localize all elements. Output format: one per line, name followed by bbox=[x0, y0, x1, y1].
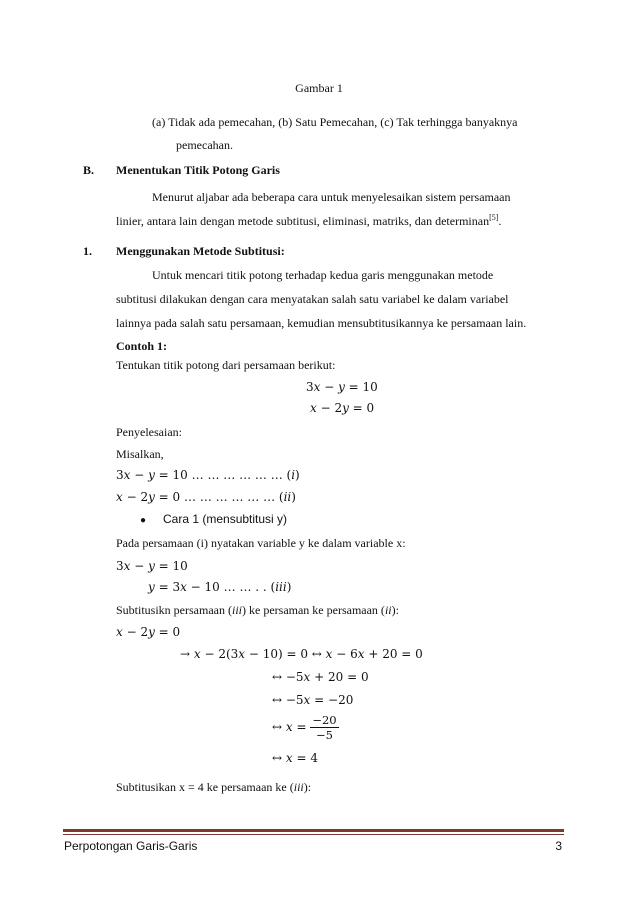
derivation-line-3-text: ↔ −5𝑥 = −20 bbox=[272, 693, 354, 707]
section-b-title: Menentukan Titik Potong Garis bbox=[116, 163, 280, 177]
section-b-paragraph-line2 bbox=[116, 213, 501, 229]
step2-end: ): bbox=[391, 603, 399, 617]
derivation-line-2 bbox=[272, 670, 369, 684]
example-title bbox=[116, 339, 167, 354]
step2-pre: Subtitusikn persamaan ( bbox=[116, 603, 232, 617]
section-b-para-end: . bbox=[498, 214, 502, 228]
figure-description-line1: (a) Tidak ada pemecahan, (b) Satu Pemecahan, (c) Tak terhingga banyaknya bbox=[152, 115, 518, 129]
fraction-denominator: −5 bbox=[316, 728, 333, 742]
figure-description bbox=[152, 115, 517, 130]
derivation-line-5-text: ↔ 𝑥 = 4 bbox=[272, 751, 318, 765]
section-b-heading bbox=[116, 163, 280, 178]
step1-text-content: Pada persamaan (i) nyatakan variable y ke dalam variable x: bbox=[116, 536, 406, 550]
step1-equation-1-text: 3𝑥 − 𝑦 = 10 bbox=[116, 559, 188, 573]
step3-text bbox=[116, 780, 311, 795]
fraction bbox=[310, 713, 338, 742]
derivation-line-3 bbox=[272, 693, 353, 707]
step3-pre: Subtitusikan x = 4 ke persamaan ke ( bbox=[116, 780, 294, 794]
derivation-line-4 bbox=[272, 713, 339, 742]
named-equation-i bbox=[116, 468, 300, 482]
named-equation-ii bbox=[116, 490, 296, 504]
figure-description-cont bbox=[176, 138, 233, 153]
let-label bbox=[116, 447, 164, 462]
section-1-para-line3: lainnya pada salah satu persamaan, kemudian mensubtitusikannya ke persamaan lain. bbox=[116, 316, 527, 330]
example-prompt bbox=[116, 358, 335, 373]
section-1-para-line1: Untuk mencari titik potong terhadap kedua garis menggunakan metode bbox=[152, 268, 494, 282]
step3-end: ): bbox=[303, 780, 312, 794]
equation-1 bbox=[306, 380, 378, 394]
solution-label bbox=[116, 425, 182, 440]
bullet-item-text: Cara 1 (mensubtitusi y) bbox=[163, 512, 288, 526]
derivation-line-5 bbox=[272, 751, 318, 765]
equation-2 bbox=[310, 401, 374, 415]
section-b-paragraph-line1 bbox=[152, 190, 511, 205]
step2-text bbox=[116, 603, 399, 618]
section-1-title: Menggunakan Metode Subtitusi: bbox=[116, 244, 285, 258]
derivation-line-1 bbox=[180, 647, 423, 661]
citation-ref: [5] bbox=[489, 213, 499, 222]
section-b-label-text: B. bbox=[83, 163, 95, 177]
step2-equation-text: 𝑥 − 2𝑦 = 0 bbox=[116, 625, 181, 639]
footer-rule-thin bbox=[63, 834, 564, 835]
example-prompt-text: Tentukan titik potong dari persamaan berikut: bbox=[116, 358, 336, 372]
equation-2-text: 𝑥 − 2𝑦 = 0 bbox=[310, 401, 375, 415]
equation-1-text: 3𝑥 − 𝑦 = 10 bbox=[306, 380, 378, 394]
step3-ref-iii: iii bbox=[293, 780, 304, 794]
step2-ref-ii: ii bbox=[384, 603, 392, 617]
step1-equation-2-text: 𝑦 = 3𝑥 − 10 … … . . (𝑖𝑖𝑖) bbox=[148, 580, 292, 594]
section-1-heading bbox=[116, 244, 285, 259]
figure-caption-text: Gambar 1 bbox=[295, 81, 343, 95]
page-number bbox=[555, 839, 562, 853]
section-b-para-line1: Menurut aljabar ada beberapa cara untuk menyelesaikan sistem persamaan bbox=[152, 190, 511, 204]
derivation-line-2-text: ↔ −5𝑥 + 20 = 0 bbox=[272, 670, 369, 684]
fraction-numerator: −20 bbox=[312, 713, 337, 727]
derivation-line-1-text: → 𝑥 − 2(3𝑥 − 10) = 0 ↔ 𝑥 − 6𝑥 + 20 = 0 bbox=[180, 647, 423, 661]
bullet-icon: ● bbox=[140, 515, 147, 526]
footer-rule-thick bbox=[63, 829, 564, 832]
derivation-line-4-lhs: ↔ 𝑥 = bbox=[272, 720, 307, 734]
figure-caption bbox=[0, 81, 638, 96]
named-equation-ii-text: 𝑥 − 2𝑦 = 0 … … … … … … (𝑖𝑖) bbox=[116, 490, 296, 504]
section-1-label bbox=[83, 244, 92, 259]
bullet-item bbox=[163, 512, 287, 526]
step1-text bbox=[116, 536, 406, 551]
named-equation-i-text: 3𝑥 − 𝑦 = 10 … … … … … … (𝑖) bbox=[116, 468, 300, 482]
let-label-text: Misalkan, bbox=[116, 447, 164, 461]
step1-equation-2 bbox=[148, 580, 291, 594]
example-title-text: Contoh 1: bbox=[116, 339, 168, 353]
section-1-paragraph-line1 bbox=[152, 268, 493, 283]
section-1-para-line2: subtitusi dilakukan dengan cara menyatakan salah satu variabel ke dalam variabel bbox=[116, 292, 509, 306]
section-b-label bbox=[83, 163, 94, 178]
solution-label-text: Penyelesaian: bbox=[116, 425, 182, 439]
section-1-paragraph-line3 bbox=[116, 316, 526, 331]
figure-description-line2: pemecahan. bbox=[176, 138, 233, 152]
page-number-text: 3 bbox=[555, 839, 562, 853]
step1-equation-1 bbox=[116, 559, 188, 573]
section-1-label-text: 1. bbox=[83, 244, 92, 258]
bullet-marker bbox=[140, 512, 146, 527]
step2-equation bbox=[116, 625, 180, 639]
footer-title-text: Perpotongan Garis-Garis bbox=[64, 839, 198, 853]
step2-mid: ) ke persaman ke persamaan ( bbox=[242, 603, 385, 617]
step2-ref-iii: iii bbox=[231, 603, 242, 617]
section-b-para-line2: linier, antara lain dengan metode subtitusi, eliminasi, matriks, dan determinan bbox=[116, 214, 490, 228]
section-1-paragraph-line2 bbox=[116, 292, 509, 307]
footer-title bbox=[64, 839, 197, 853]
